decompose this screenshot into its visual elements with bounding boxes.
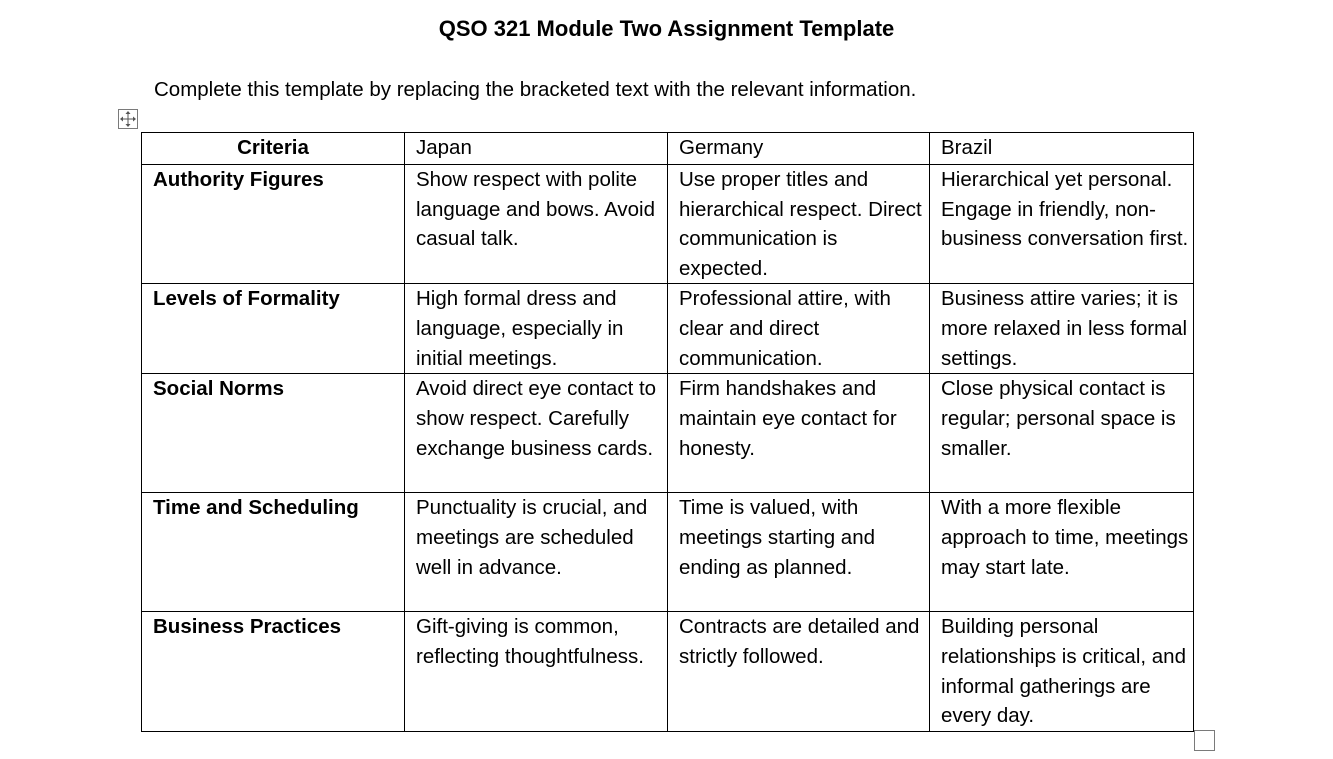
cell-germany[interactable]: Time is valued, with meetings starting and ending as planned. bbox=[668, 493, 930, 612]
cell-japan[interactable]: Punctuality is crucial, and meetings are scheduled well in advance. bbox=[405, 493, 668, 612]
criteria-table bbox=[141, 132, 1194, 732]
row-label-business-practices[interactable]: Business Practices bbox=[142, 612, 405, 731]
cell-brazil[interactable]: Hierarchical yet personal. Engage in friendly, non-business conversation first. bbox=[930, 165, 1194, 284]
cell-germany[interactable]: Firm handshakes and maintain eye contact for honesty. bbox=[668, 374, 930, 493]
cell-japan[interactable]: Show respect with polite language and bows. Avoid casual talk. bbox=[405, 165, 668, 284]
row-label-levels-of-formality[interactable]: Levels of Formality bbox=[142, 284, 405, 374]
four-way-arrow-icon bbox=[119, 110, 137, 128]
cell-brazil[interactable]: Building personal relationships is critical, and informal gatherings are every day. bbox=[930, 612, 1194, 731]
table-header-row bbox=[142, 133, 1194, 165]
table-row bbox=[142, 493, 1194, 612]
cell-japan[interactable]: Avoid direct eye contact to show respect. Carefully exchange business cards. bbox=[405, 374, 668, 493]
instructions-text: Complete this template by replacing the bracketed text with the relevant information. bbox=[154, 78, 917, 101]
header-germany[interactable]: Germany bbox=[668, 133, 930, 165]
header-brazil[interactable]: Brazil bbox=[930, 133, 1194, 165]
cell-germany[interactable]: Use proper titles and hierarchical respect. Direct communication is expected. bbox=[668, 165, 930, 284]
table-resize-handle[interactable] bbox=[1194, 730, 1215, 751]
header-criteria[interactable]: Criteria bbox=[142, 133, 405, 165]
table-move-handle-icon[interactable] bbox=[118, 109, 138, 129]
table-row bbox=[142, 612, 1194, 731]
cell-brazil[interactable]: With a more flexible approach to time, meetings may start late. bbox=[930, 493, 1194, 612]
header-japan[interactable]: Japan bbox=[405, 133, 668, 165]
cell-brazil[interactable]: Close physical contact is regular; personal space is smaller. bbox=[930, 374, 1194, 493]
row-label-time-and-scheduling[interactable]: Time and Scheduling bbox=[142, 493, 405, 612]
row-label-social-norms[interactable]: Social Norms bbox=[142, 374, 405, 493]
table-row bbox=[142, 284, 1194, 374]
row-label-authority-figures[interactable]: Authority Figures bbox=[142, 165, 405, 284]
cell-japan[interactable]: High formal dress and language, especially in initial meetings. bbox=[405, 284, 668, 374]
cell-japan[interactable]: Gift-giving is common, reflecting thoughtfulness. bbox=[405, 612, 668, 731]
cell-germany[interactable]: Professional attire, with clear and direct communication. bbox=[668, 284, 930, 374]
document-title: QSO 321 Module Two Assignment Template bbox=[438, 16, 895, 41]
table-row bbox=[142, 165, 1194, 284]
cell-brazil[interactable]: Business attire varies; it is more relaxed in less formal settings. bbox=[930, 284, 1194, 374]
table-row bbox=[142, 374, 1194, 493]
cell-germany[interactable]: Contracts are detailed and strictly followed. bbox=[668, 612, 930, 731]
